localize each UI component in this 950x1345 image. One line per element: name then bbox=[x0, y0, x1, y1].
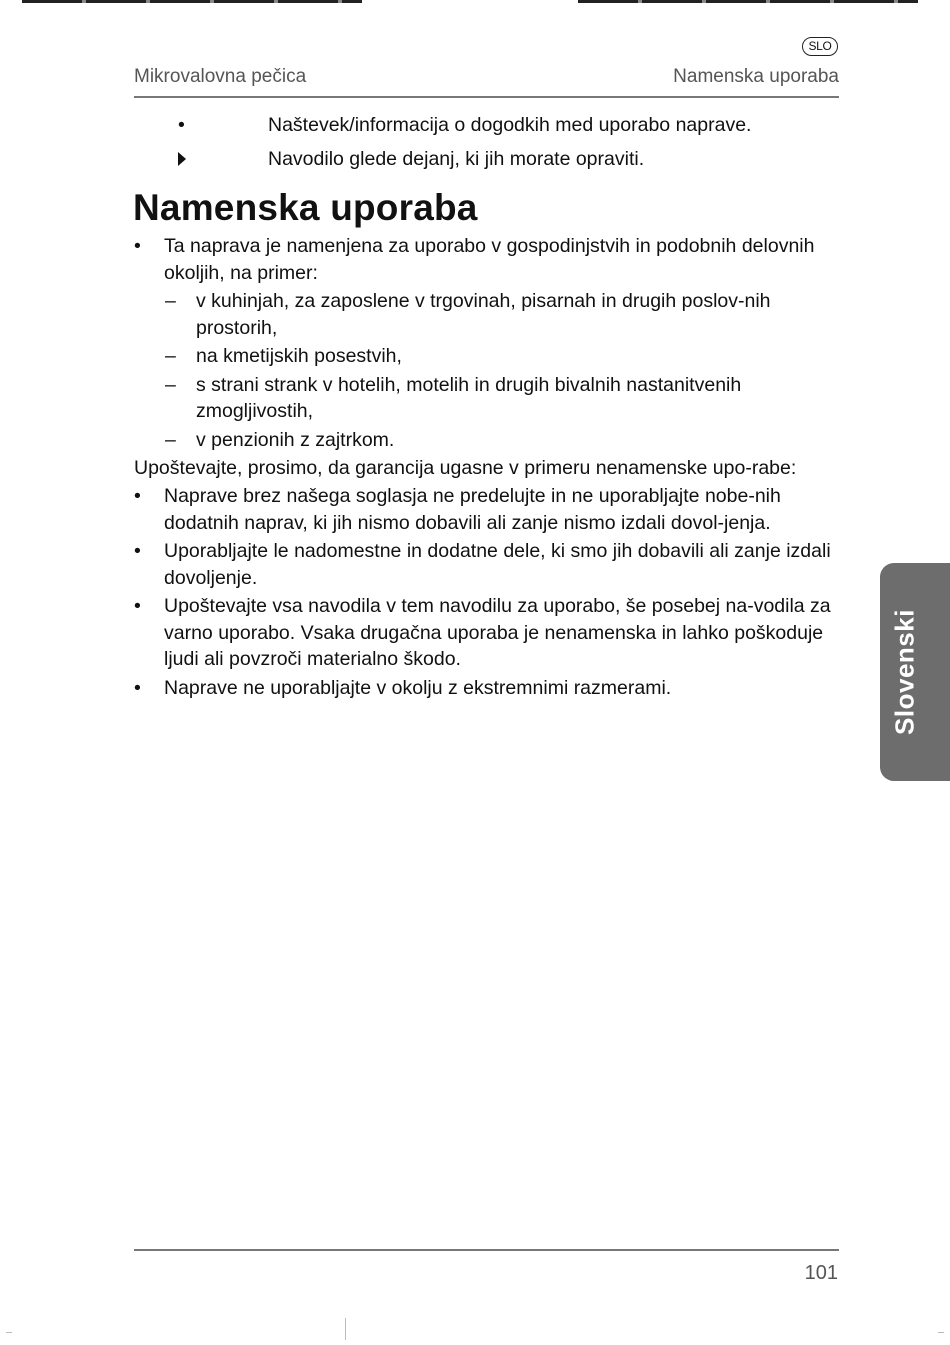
bullet-symbol: • bbox=[134, 235, 141, 257]
crop-tick bbox=[938, 1332, 944, 1333]
dash-symbol: – bbox=[165, 428, 176, 451]
sub-item-text: s strani strank v hotelih, motelih in drugih bivalnih nastanitvenih zmogljivostih, bbox=[196, 373, 742, 422]
bullet-symbol: • bbox=[178, 114, 185, 136]
legend-text: Naštevek/informacija o dogodkih med uporabo naprave. bbox=[268, 114, 752, 136]
header-section-title: Namenska uporaba bbox=[673, 66, 839, 87]
list-item bbox=[134, 593, 840, 673]
crop-mark-strip-left bbox=[22, 0, 362, 3]
list-item bbox=[134, 675, 840, 702]
rule-text: Upoštevajte vsa navodila v tem navodilu za uporabo, še posebej na-vodila za varno uporabo. Vsaka drugačna uporaba je nenamenska in lahko poškoduje ljudi ali povzroči materialno škodo. bbox=[164, 595, 831, 670]
rule-text: Naprave brez našega soglasja ne predelujte in ne uporabljajte nobe-nih dodatnih naprav, ki jih nismo dobavili ali zanje nismo izdali dovol-jenja. bbox=[164, 485, 781, 534]
section-body bbox=[134, 233, 840, 703]
dash-symbol: – bbox=[165, 373, 176, 396]
sub-list-item bbox=[134, 343, 840, 370]
bullet-symbol: • bbox=[134, 595, 141, 617]
dash-symbol: – bbox=[165, 345, 176, 367]
list-item bbox=[134, 233, 840, 286]
arrow-right-icon bbox=[178, 147, 186, 172]
bullet-symbol: • bbox=[134, 676, 141, 699]
list-item bbox=[134, 483, 840, 536]
crop-mark-strip-right bbox=[578, 0, 918, 3]
legend-text: Navodilo glede dejanj, ki jih morate opraviti. bbox=[268, 148, 645, 170]
sub-item-text: v penzionih z zajtrkom. bbox=[196, 428, 395, 451]
crop-tick bbox=[345, 1318, 346, 1340]
header-divider bbox=[134, 96, 839, 98]
rule-text: Naprave ne uporabljajte v okolju z ekstremnimi razmerami. bbox=[164, 676, 672, 699]
header-product-title: Mikrovalovna pečica bbox=[134, 66, 307, 87]
bullet-symbol: • bbox=[134, 485, 141, 507]
sub-list-item bbox=[134, 372, 840, 425]
sub-item-text: na kmetijskih posestvih, bbox=[196, 345, 402, 367]
dash-symbol: – bbox=[165, 290, 176, 312]
page-number: 101 bbox=[804, 1262, 838, 1284]
bullet-symbol: • bbox=[134, 540, 141, 562]
sub-item-text: v kuhinjah, za zaposlene v trgovinah, pisarnah in drugih poslov-nih prostorih, bbox=[196, 290, 771, 339]
intro-text: Ta naprava je namenjena za uporabo v gospodinjstvih in podobnih delovnih okoljih, na primer: bbox=[164, 235, 815, 284]
crop-tick bbox=[6, 1332, 12, 1333]
warranty-note: Upoštevajte, prosimo, da garancija ugasne v primeru nenamenske upo-rabe: bbox=[134, 457, 797, 479]
list-item bbox=[134, 538, 840, 591]
side-tab-label: Slovenski bbox=[889, 609, 920, 735]
section-title: Namenska uporaba bbox=[133, 187, 478, 228]
footer-divider bbox=[134, 1249, 839, 1251]
sub-list-item bbox=[134, 288, 840, 341]
sub-list-item bbox=[134, 427, 840, 454]
rule-text: Uporabljajte le nadomestne in dodatne dele, ki smo jih dobavili ali zanje izdali dovoljenje. bbox=[164, 540, 831, 589]
language-badge: SLO bbox=[802, 37, 838, 56]
